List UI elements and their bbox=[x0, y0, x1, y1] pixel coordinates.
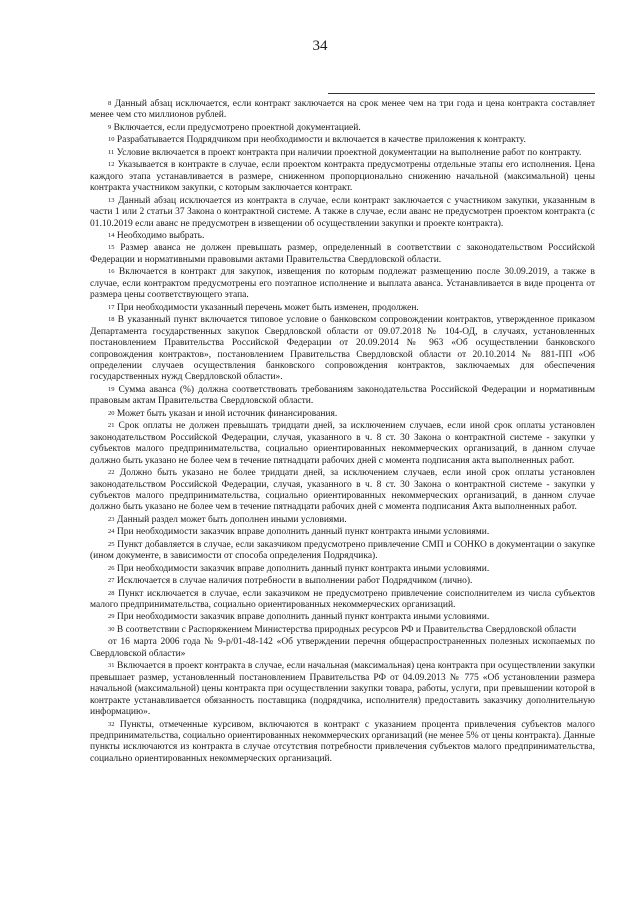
footnote bbox=[90, 303, 595, 314]
footnote bbox=[90, 515, 595, 526]
footnote bbox=[90, 409, 595, 420]
footnote-text: Размер аванса не должен превышать размер, определенный в соответствии с законодательством Российской Федерации и нормативными правовыми актами Правительства Свердловской области. bbox=[90, 243, 596, 265]
footnote-text: Пункты, отмеченные курсивом, включаются в контракт с указанием процента привлечения субъектов малого предпринимательства, социально ориентированных некоммерческих организаций (не менее 5% от цены контракта). Данные пункты исключаются из контракта в случае отсутствия потребности привлечения субъектов малого предпринимательства, социально ориентированных некоммерческих организаций. bbox=[90, 719, 596, 764]
footnote-number: 20 bbox=[108, 409, 115, 417]
footnote-text: Указывается в контракте в случае, если проектом контракта предусмотрены отдельные этапы его исполнения. Цена каждого этапа устанавливается в размере, сниженном пропорционально снижению начальной (максимальной) цены контракта участником закупки, с которым заключается контракт. bbox=[90, 160, 596, 194]
footnote-number: 8 bbox=[108, 100, 112, 107]
footnote-text: от 16 марта 2006 года № 9-р/01-48-142 «Об утверждении перечня общераспространенных полезных ископаемых по Свердловской области» bbox=[90, 637, 595, 659]
footnote-text: Пункт исключается в случае, если заказчиком не предусмотрено привлечение соисполнителем из числа субъектов малого предпринимательства, социально ориентированных некоммерческих организаций. bbox=[90, 588, 595, 611]
footnote bbox=[90, 468, 595, 514]
footnote-number: 12 bbox=[108, 161, 115, 169]
footnote-number: 14 bbox=[108, 231, 115, 239]
footnote bbox=[90, 564, 595, 575]
footnote-number: 25 bbox=[108, 540, 115, 548]
footnote-text: Исключается в случае наличия потребности в выполнении работ Подрядчиком (лично). bbox=[116, 576, 473, 587]
footnote bbox=[90, 527, 595, 538]
footnote-number: 16 bbox=[108, 268, 115, 276]
footnote bbox=[90, 385, 595, 408]
footnote-number: 11 bbox=[108, 148, 115, 156]
footnote bbox=[90, 637, 595, 660]
footnote-text: Условие включается в проект контракта при наличии проектной документации на выполнение работ по контракту. bbox=[116, 147, 582, 158]
footnote bbox=[90, 231, 595, 242]
footnote-text: При необходимости указанный перечень может быть изменен, продолжен. bbox=[116, 302, 419, 313]
footnote-text: Срок оплаты не должен превышать тридцати дней, за исключением случаев, если иной срок оплаты установлен законодательством Российской Федерации, случая, указанного в ч. 8 ст. 30 Закона о контрактной системе - закупки у субъектов малого предпринимательства, социально ориентированных некоммерческих организаций, в данном случае должно быть указано не более чем в течение пятнадцати рабочих дней с момента подписания акта выполненных работ. bbox=[90, 421, 596, 466]
footnote bbox=[90, 123, 595, 134]
footnote-text: Данный абзац исключается из контракта в случае, если контракт заключается с участником закупки, указанным в части 1 или 2 статьи 37 Закона о контрактной системе. А также в случае, если аванс не предусмотрен проектом контракта (с 01.10.2019 если аванс не предусмотрен в извещении об осуществлении закупки и проекте контракта). bbox=[90, 195, 596, 229]
footnote bbox=[90, 612, 595, 623]
footnote-text: В соответствии с Распоряжением Министерства природных ресурсов РФ и Правительства Свердловской области bbox=[116, 624, 577, 635]
footnote bbox=[90, 196, 595, 230]
footnote bbox=[90, 540, 595, 563]
footnote-number: 13 bbox=[108, 196, 115, 204]
footnote-number: 10 bbox=[108, 136, 115, 144]
footnote bbox=[90, 99, 595, 122]
footnote bbox=[90, 267, 595, 301]
footnote bbox=[90, 148, 595, 159]
footnote-text: Разрабатывается Подрядчиком при необходимости и включается в качестве приложения к контракту. bbox=[116, 135, 526, 146]
footnote-text: При необходимости заказчик вправе дополнить данный пункт контракта иными условиями. bbox=[116, 612, 490, 623]
footnote-text: Пункт добавляется в случае, если заказчиком предусмотрено привлечение СМП и СОНКО в документации о закупке (ином документе, в зависимости от способа определения Подрядчика). bbox=[90, 539, 595, 562]
footnote-text: Включается, если предусмотрено проектной документацией. bbox=[113, 122, 361, 133]
footnote bbox=[90, 589, 595, 612]
page-number: 34 bbox=[312, 38, 328, 54]
footnote-number: 26 bbox=[108, 564, 115, 572]
footnote-number: 15 bbox=[108, 244, 115, 252]
footnote-text: Может быть указан и иной источник финансирования. bbox=[116, 408, 338, 419]
footnote-number: 22 bbox=[108, 469, 115, 477]
footnote-number: 9 bbox=[108, 123, 112, 131]
footnote-separator bbox=[328, 93, 595, 94]
footnote-text: Сумма аванса (%) должна соответствовать требованиям законодательства Российской Федерации и нормативным правовым актам Правительства Свердловской области. bbox=[90, 384, 595, 407]
footnote-text: Данный раздел может быть дополнен иными условиями. bbox=[116, 514, 347, 525]
footnote-number: 30 bbox=[108, 625, 115, 633]
footnote-text: Данный абзац исключается, если контракт заключается на срок менее чем на три года и цена контракта составляет менее чем сто миллионов рублей. bbox=[90, 99, 596, 121]
footnote-number: 28 bbox=[108, 589, 115, 597]
footnote-number: 29 bbox=[108, 613, 115, 621]
footnote bbox=[90, 661, 595, 718]
footnote bbox=[90, 421, 595, 467]
footnote-text: Необходимо выбрать. bbox=[116, 230, 205, 241]
footnote-number: 23 bbox=[108, 515, 115, 523]
footnote-text: Включается в проект контракта в случае, если начальная (максимальная) цена контракта при осуществлении закупки превышает размер, установленный постановлением Правительства РФ от 04.09.2013 № 775 «Об установлении размера начальной (максимальной) цены контракта при осуществлении закупки товара, работы, услуги, при превышении которой в контракте устанавливается обязанность поставщика (подрядчика, исполнителя) предоставить заказчику дополнительную информацию». bbox=[90, 661, 595, 718]
footnote-number: 27 bbox=[108, 577, 115, 585]
footnote-text: При необходимости заказчик вправе дополнить данный пункт контракта иными условиями. bbox=[116, 527, 490, 538]
footnote-text: В указанный пункт включается типовое условие о банковском сопровождении контрактов, утвержденное приказом Департамента государственных закупок Свердловской области от 09.07.2018 № 104-ОД, в случаях, установленных постановлением Правительства Российской Федерации от 20.09.2014 № 963 «Об осуществлении банковского сопровождения контрактов», постановлением Правительства Свердловской области от 20.10.2014 № 881-ПП «Об определении случаев осуществления банковского сопровождения контрактов, заключаемых для обеспечения государственных нужд Свердловской области». bbox=[90, 315, 596, 383]
footnote bbox=[90, 720, 595, 766]
footnote bbox=[90, 315, 595, 384]
footnote-text: При необходимости заказчик вправе дополнить данный пункт контракта иными условиями. bbox=[116, 563, 490, 574]
footnote bbox=[90, 576, 595, 587]
footnote bbox=[90, 135, 595, 146]
footnote bbox=[90, 160, 595, 194]
footnote-text: Должно быть указано не более тридцати дней, за исключением случаев, если иной срок оплаты установлен законодательством Российской Федерации, случая, указанного в ч. 8 ст. 30 Закона о контрактной системе - закупки у субъектов малого предпринимательства, социально ориентированных некоммерческих организаций, в данном случае должно быть указано не более чем в течение пятнадцати рабочих дней с момента подписания Акта выполненных работ. bbox=[90, 468, 596, 513]
footnote bbox=[90, 243, 595, 266]
footnote-number: 21 bbox=[108, 422, 115, 430]
footnote-number: 32 bbox=[108, 720, 115, 728]
footnote bbox=[90, 625, 595, 636]
footnote-number: 18 bbox=[108, 316, 115, 324]
footnote-number: 31 bbox=[108, 662, 115, 670]
footnote-number: 24 bbox=[108, 528, 115, 536]
footnotes-list bbox=[90, 99, 595, 766]
footnote-number: 17 bbox=[108, 303, 115, 311]
footnote-text: Включается в контракт для закупок, извещения по которым подлежат размещению после 30.09.2019, а также в случае, если контрактом предусмотрены его поэтапное исполнение и выплата аванса. Устанавливается в виде процента от размера цены соответствующего этапа. bbox=[90, 267, 596, 301]
footnote-number: 19 bbox=[108, 385, 115, 393]
